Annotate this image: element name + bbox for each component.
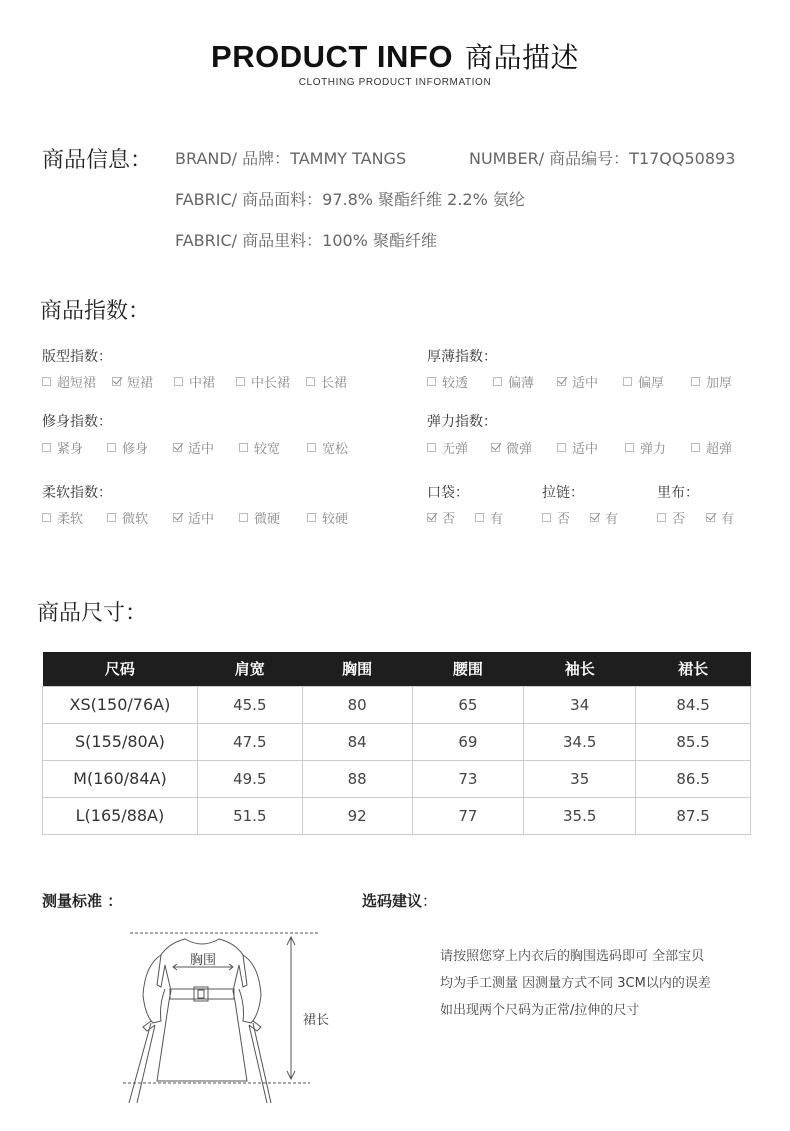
index-option-label: 修身 <box>122 442 149 457</box>
measurement-cell: 51.5 <box>197 797 302 834</box>
measurement-cell: 34 <box>524 686 636 723</box>
index-option-label: 偏厚 <box>638 376 665 391</box>
unchecked-box-icon <box>427 377 436 386</box>
index-option-label: 微硬 <box>254 512 281 527</box>
index-option-label: 无弹 <box>442 442 469 457</box>
brand-info: BRAND/ 品牌：TAMMY TANGS <box>175 149 407 168</box>
index-option-label: 否 <box>442 512 456 527</box>
right-sleeve-tie <box>249 1021 271 1103</box>
page-subtitle: CLOTHING PRODUCT INFORMATION <box>298 77 492 88</box>
index-option-label: 适中 <box>188 442 215 457</box>
title-zh: 商品描述 <box>464 41 579 74</box>
index-option[interactable] <box>427 372 468 391</box>
index-option[interactable] <box>173 508 214 527</box>
belt-buckle-inner <box>198 990 204 998</box>
index-option-label: 适中 <box>572 442 599 457</box>
index-option-label: 长裙 <box>321 376 348 391</box>
checked-box-icon <box>173 513 182 522</box>
index-option-label: 短裙 <box>127 376 154 391</box>
size-table-body <box>43 686 751 834</box>
unchecked-box-icon <box>236 377 245 386</box>
index-label: 柔软指数： <box>42 485 112 501</box>
size-table-header-cell: 裙长 <box>636 652 751 686</box>
table-row <box>43 797 751 834</box>
unchecked-box-icon <box>475 513 484 522</box>
page-title <box>0 36 790 76</box>
index-option[interactable] <box>691 372 732 391</box>
index-option-label: 否 <box>672 512 686 527</box>
measurement-cell: 73 <box>412 760 524 797</box>
index-option-label: 否 <box>557 512 571 527</box>
size-table-header-cell: 胸围 <box>302 652 412 686</box>
unchecked-box-icon <box>107 513 116 522</box>
index-option[interactable] <box>590 508 618 527</box>
left-sleeve-tie <box>129 1021 155 1103</box>
checked-box-icon <box>112 377 121 386</box>
size-table <box>42 652 751 835</box>
index-option[interactable] <box>493 372 534 391</box>
unchecked-box-icon <box>42 513 51 522</box>
measurement-cell: 88 <box>302 760 412 797</box>
left-sleeve <box>143 955 165 1023</box>
measurement-cell: 47.5 <box>197 723 302 760</box>
index-label: 修身指数： <box>42 414 112 430</box>
advice-line-3: 如出现两个尺码为正常/拉伸的尺寸 <box>440 1003 640 1018</box>
checked-box-icon <box>173 443 182 452</box>
table-row <box>43 723 751 760</box>
index-option[interactable] <box>542 508 570 527</box>
measurement-cell: 49.5 <box>197 760 302 797</box>
index-option[interactable] <box>706 508 734 527</box>
measurement-cell: 45.5 <box>197 686 302 723</box>
right-sleeve <box>239 955 261 1023</box>
measurement-cell: 35.5 <box>524 797 636 834</box>
size-cell: L(165/88A) <box>43 797 198 834</box>
size-table-header-cell: 肩宽 <box>197 652 302 686</box>
product-info-heading: 商品信息： <box>42 148 153 173</box>
size-cell: XS(150/76A) <box>43 686 198 723</box>
index-option[interactable] <box>625 438 666 457</box>
index-option[interactable] <box>236 372 290 391</box>
indices-heading: 商品指数： <box>40 299 151 324</box>
index-option[interactable] <box>427 438 468 457</box>
index-option-label: 微弹 <box>506 442 533 457</box>
advice-heading-colon: ： <box>422 892 438 910</box>
unchecked-box-icon <box>42 377 51 386</box>
index-option[interactable] <box>623 372 664 391</box>
unchecked-box-icon <box>307 513 316 522</box>
table-row <box>43 760 751 797</box>
index-option-label: 有 <box>490 512 504 527</box>
index-option[interactable] <box>306 372 347 391</box>
unchecked-box-icon <box>625 443 634 452</box>
index-option-label: 加厚 <box>706 376 733 391</box>
unchecked-box-icon <box>657 513 666 522</box>
number-info: NUMBER/ 商品编号：T17QQ50893 <box>469 149 736 168</box>
table-row <box>43 686 751 723</box>
index-option[interactable] <box>307 438 348 457</box>
checked-box-icon <box>491 443 500 452</box>
index-label: 口袋： <box>427 485 469 501</box>
index-label: 厚薄指数： <box>427 349 497 365</box>
index-option[interactable] <box>239 508 280 527</box>
measurement-cell: 69 <box>412 723 524 760</box>
index-option-label: 有 <box>605 512 619 527</box>
index-option[interactable] <box>42 438 83 457</box>
index-option[interactable] <box>42 508 83 527</box>
unchecked-box-icon <box>42 443 51 452</box>
index-option-label: 适中 <box>572 376 599 391</box>
unchecked-box-icon <box>557 443 566 452</box>
measurement-cell: 84.5 <box>636 686 751 723</box>
index-option[interactable] <box>42 372 96 391</box>
length-label: 裙长 <box>303 1013 330 1028</box>
index-option[interactable] <box>173 438 214 457</box>
size-cell: M(160/84A) <box>43 760 198 797</box>
advice-heading <box>362 890 437 911</box>
unchecked-box-icon <box>306 377 315 386</box>
checked-box-icon <box>557 377 566 386</box>
measure-heading-colon: ： <box>107 892 123 910</box>
size-cell: S(155/80A) <box>43 723 198 760</box>
unchecked-box-icon <box>691 443 700 452</box>
index-option-label: 柔软 <box>57 512 84 527</box>
advice-line-1: 请按照您穿上内衣后的胸围选码即可 全部宝贝 <box>440 949 705 964</box>
index-option[interactable] <box>557 438 598 457</box>
measurement-cell: 92 <box>302 797 412 834</box>
index-option[interactable] <box>491 438 532 457</box>
index-option[interactable] <box>107 438 148 457</box>
measurement-cell: 35 <box>524 760 636 797</box>
sizes-heading: 商品尺寸： <box>37 601 148 626</box>
unchecked-box-icon <box>174 377 183 386</box>
index-label: 版型指数： <box>42 349 112 365</box>
unchecked-box-icon <box>107 443 116 452</box>
lining-info: FABRIC/ 商品里料：100% 聚酯纤维 <box>175 231 437 250</box>
index-option[interactable] <box>427 508 455 527</box>
index-option[interactable] <box>112 372 153 391</box>
advice-heading-text: 选码建议 <box>362 892 423 910</box>
index-option-label: 较透 <box>442 376 469 391</box>
measurement-cell: 80 <box>302 686 412 723</box>
index-option-label: 超弹 <box>706 442 733 457</box>
index-option[interactable] <box>174 372 215 391</box>
size-table-header <box>43 652 751 686</box>
index-option-label: 有 <box>721 512 735 527</box>
index-option[interactable] <box>107 508 148 527</box>
index-option-label: 较宽 <box>254 442 281 457</box>
measurement-cell: 85.5 <box>636 723 751 760</box>
index-option[interactable] <box>475 508 503 527</box>
measurement-cell: 77 <box>412 797 524 834</box>
index-option[interactable] <box>307 508 348 527</box>
checked-box-icon <box>706 513 715 522</box>
index-label: 里布： <box>657 485 699 501</box>
index-option-label: 中长裙 <box>251 376 291 391</box>
index-option-label: 较硬 <box>322 512 349 527</box>
unchecked-box-icon <box>239 443 248 452</box>
title-en: PRODUCT INFO <box>211 39 453 74</box>
index-option-label: 中裙 <box>189 376 216 391</box>
measurement-cell: 86.5 <box>636 760 751 797</box>
size-table-header-cell: 袖长 <box>524 652 636 686</box>
index-option[interactable] <box>691 438 732 457</box>
unchecked-box-icon <box>427 443 436 452</box>
fabric-info: FABRIC/ 商品面料：97.8% 聚酯纤维 2.2% 氨纶 <box>175 190 525 209</box>
unchecked-box-icon <box>493 377 502 386</box>
size-table-header-cell: 腰围 <box>412 652 524 686</box>
measure-heading-text: 测量标准 <box>42 892 103 910</box>
advice-line-2: 均为手工测量 因测量方式不同 3CM以内的误差 <box>440 976 711 991</box>
unchecked-box-icon <box>307 443 316 452</box>
measurement-cell: 65 <box>412 686 524 723</box>
index-label: 弹力指数： <box>427 414 497 430</box>
index-option-label: 适中 <box>188 512 215 527</box>
index-option[interactable] <box>239 438 280 457</box>
measurement-cell: 34.5 <box>524 723 636 760</box>
measure-heading <box>42 890 122 911</box>
checked-box-icon <box>427 513 436 522</box>
size-table-header-cell: 尺码 <box>43 652 198 686</box>
unchecked-box-icon <box>542 513 551 522</box>
chest-label: 胸围 <box>190 953 217 968</box>
index-option-label: 宽松 <box>322 442 349 457</box>
measurement-cell: 87.5 <box>636 797 751 834</box>
index-option-label: 紧身 <box>57 442 84 457</box>
index-option-label: 弹力 <box>640 442 667 457</box>
index-option-label: 超短裙 <box>57 376 97 391</box>
index-option-label: 微软 <box>122 512 149 527</box>
index-option[interactable] <box>657 508 685 527</box>
unchecked-box-icon <box>691 377 700 386</box>
unchecked-box-icon <box>239 513 248 522</box>
unchecked-box-icon <box>623 377 632 386</box>
index-label: 拉链： <box>542 485 584 501</box>
measurement-cell: 84 <box>302 723 412 760</box>
index-option[interactable] <box>557 372 598 391</box>
checked-box-icon <box>590 513 599 522</box>
index-option-label: 偏薄 <box>508 376 535 391</box>
